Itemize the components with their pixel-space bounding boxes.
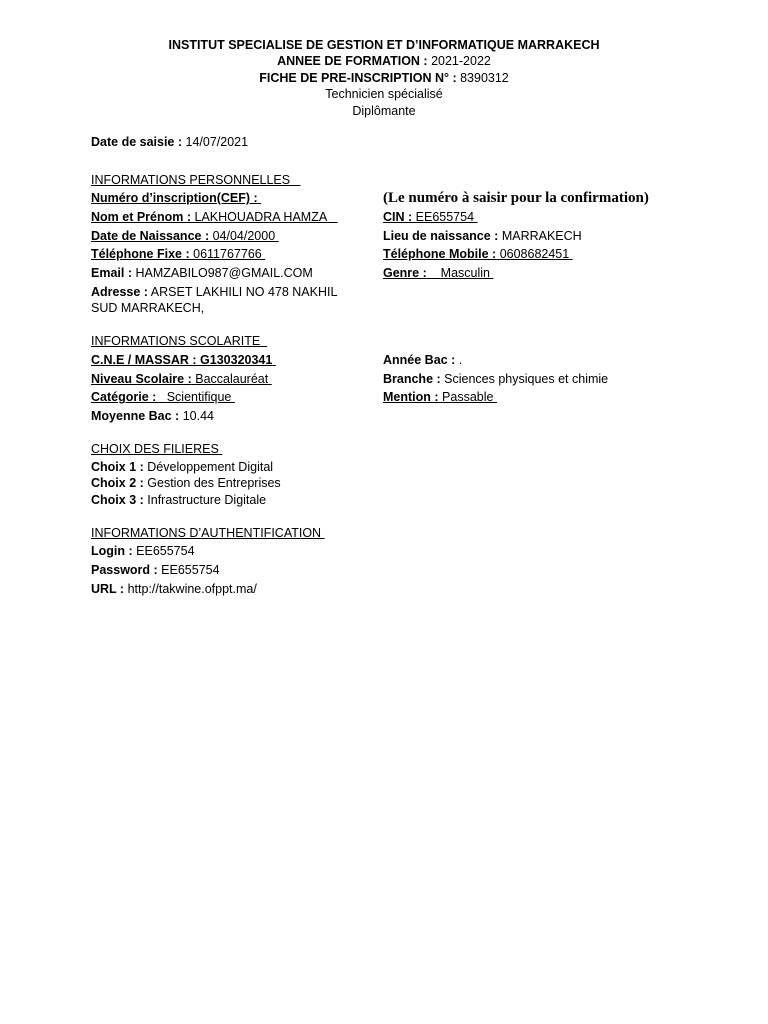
moyenne-label: Moyenne Bac : <box>91 409 180 423</box>
niveau-field <box>91 371 272 387</box>
password-field <box>91 562 220 578</box>
mention-field <box>383 389 497 405</box>
mention-value: Passable <box>442 390 494 404</box>
institute-name: INSTITUT SPECIALISE DE GESTION ET D’INFORMATIQUE MARRAKECH <box>168 38 600 52</box>
login-field <box>91 543 195 559</box>
nom-value: LAKHOUADRA HAMZA <box>194 210 328 224</box>
annee-bac-field <box>383 352 462 368</box>
login-label: Login : <box>91 544 133 558</box>
document-header <box>0 37 768 119</box>
nom-label: Nom et Prénom : <box>91 210 192 224</box>
date-saisie-label: Date de saisie : <box>91 135 183 149</box>
password-label: Password : <box>91 563 158 577</box>
cef-note: (Le numéro à saisir pour la confirmation) <box>383 190 649 206</box>
genre-value: Masculin <box>440 266 490 280</box>
categorie-field <box>91 389 235 405</box>
choix-item: Choix 1 : Développement Digital <box>91 460 274 474</box>
adresse-field <box>91 284 361 316</box>
adresse-label: Adresse : <box>91 285 148 299</box>
naissance-field <box>91 228 279 244</box>
login-value: EE655754 <box>136 544 195 558</box>
niveau-formation: Technicien spécialisé <box>325 87 443 102</box>
cin-value: EE655754 <box>415 210 475 224</box>
categorie-value: Scientifique <box>166 390 232 404</box>
cef-label: Numéro d’inscription(CEF) : <box>91 191 258 205</box>
mention-label: Mention : <box>383 390 439 404</box>
moyenne-value: 10.44 <box>182 409 214 423</box>
naissance-value: 04/04/2000 <box>212 229 276 243</box>
email-field <box>91 265 313 281</box>
tel-mobile-value: 0608682451 <box>499 247 570 261</box>
url-field <box>91 581 257 597</box>
fiche-label: FICHE DE PRE-INSCRIPTION N° : <box>259 70 457 85</box>
url-link[interactable]: http://takwine.ofppt.ma/ <box>127 582 257 596</box>
section-authentification: INFORMATIONS D’AUTHENTIFICATION <box>91 526 322 540</box>
email-value: HAMZABILO987@GMAIL.COM <box>135 266 313 280</box>
categorie-label: Catégorie : <box>91 390 157 404</box>
url-label: URL : <box>91 582 125 596</box>
genre-label: Genre : <box>383 266 427 280</box>
cne-label: C.N.E / MASSAR : <box>91 353 197 367</box>
lieu-field <box>383 228 582 244</box>
annee-formation-value: 2021-2022 <box>431 54 491 69</box>
cin-label: CIN : <box>383 210 413 224</box>
annee-formation-label: ANNEE DE FORMATION : <box>277 54 428 69</box>
branche-value: Sciences physiques et chimie <box>444 372 609 386</box>
tel-mobile-field <box>383 246 573 262</box>
section-personnelles: INFORMATIONS PERSONNELLES <box>91 173 291 187</box>
choix-item: Choix 2 : Gestion des Entreprises <box>91 476 281 490</box>
cne-field <box>91 352 276 368</box>
lieu-label: Lieu de naissance : <box>383 229 499 243</box>
tel-fixe-field <box>91 246 265 262</box>
annee-bac-label: Année Bac : <box>383 353 456 367</box>
moyenne-field <box>91 408 214 424</box>
cin-field <box>383 209 478 225</box>
lieu-value: MARRAKECH <box>501 229 582 243</box>
date-saisie-value: 14/07/2021 <box>185 135 249 149</box>
date-saisie <box>91 134 248 150</box>
fiche-number: 8390312 <box>460 70 509 85</box>
tel-mobile-label: Téléphone Mobile : <box>383 247 497 261</box>
branche-label: Branche : <box>383 372 441 386</box>
email-label: Email : <box>91 266 132 280</box>
section-scolarite: INFORMATIONS SCOLARITE <box>91 334 261 348</box>
password-value: EE655754 <box>161 563 220 577</box>
branche-field <box>383 371 608 387</box>
choix-item: Choix 3 : Infrastructure Digitale <box>91 493 267 507</box>
tel-fixe-value: 0611767766 <box>193 247 262 261</box>
section-filieres: CHOIX DES FILIERES <box>91 442 219 456</box>
type-formation: Diplômante <box>352 103 416 118</box>
cne-value: G130320341 <box>200 353 273 367</box>
cef-field <box>91 190 261 206</box>
annee-bac-value: . <box>458 353 463 367</box>
niveau-value: Baccalauréat <box>195 372 269 386</box>
tel-fixe-label: Téléphone Fixe : <box>91 247 190 261</box>
niveau-label: Niveau Scolaire : <box>91 372 192 386</box>
adresse-value: ARSET LAKHILI NO 478 NAKHIL SUD MARRAKECH, <box>91 285 337 315</box>
naissance-label: Date de Naissance : <box>91 229 210 243</box>
genre-field <box>383 265 493 281</box>
nom-field <box>91 209 338 225</box>
